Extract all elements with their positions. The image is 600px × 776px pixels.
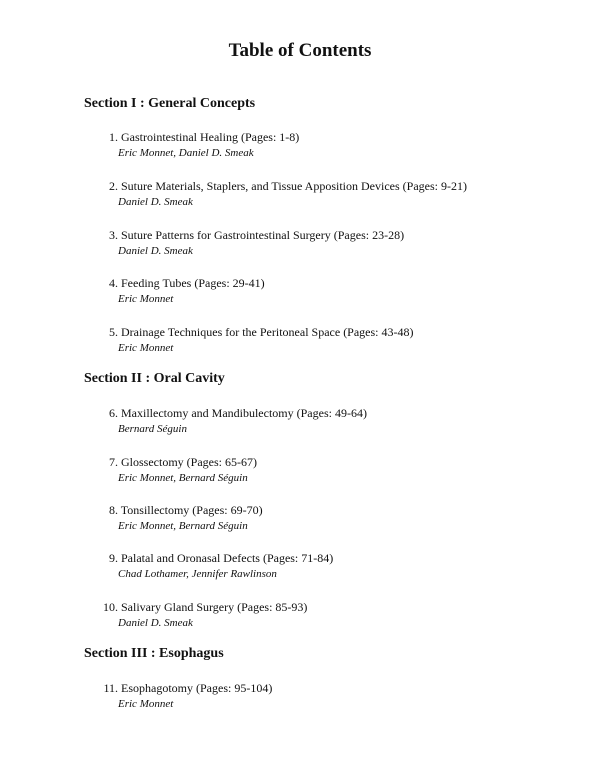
entry-number: 8. [109,503,118,517]
entry-authors: Eric Monnet, Daniel D. Smeak [118,147,254,159]
entry-number: 6. [109,406,118,420]
entry-authors: Eric Monnet [118,293,174,305]
section-heading: Section II : Oral Cavity [84,371,225,386]
toc-entry[interactable] [98,227,578,259]
entry-title[interactable]: Palatal and Oronasal Defects (Pages: 71-84) [121,551,334,565]
section-heading: Section I : General Concepts [84,96,256,111]
entry-title[interactable]: Suture Patterns for Gastrointestinal Surgery (Pages: 23-28) [121,228,405,242]
entry-authors: Chad Lothamer, Jennifer Rawlinson [118,568,277,580]
entry-authors: Daniel D. Smeak [118,617,193,629]
toc-entry[interactable] [98,502,578,534]
entry-number: 4. [109,276,118,290]
entry-title[interactable]: Glossectomy (Pages: 65-67) [121,455,257,469]
entry-authors: Daniel D. Smeak [118,196,193,208]
entry-title[interactable]: Maxillectomy and Mandibulectomy (Pages: 49-64) [121,406,367,420]
toc-entry[interactable] [98,550,578,582]
entry-number: 1. [109,130,118,144]
section-heading: Section III : Esophagus [84,646,224,661]
entry-number: 10. [103,600,118,614]
entry-number: 11. [103,681,118,695]
entry-title[interactable]: Gastrointestinal Healing (Pages: 1-8) [121,130,300,144]
entry-number: 2. [109,179,118,193]
entry-title[interactable]: Esophagotomy (Pages: 95-104) [121,681,273,695]
entry-title[interactable]: Drainage Techniques for the Peritoneal Space (Pages: 43-48) [121,325,414,339]
entry-title[interactable]: Feeding Tubes (Pages: 29-41) [121,276,265,290]
entry-authors: Eric Monnet, Bernard Séguin [118,472,248,484]
toc-entry[interactable] [98,599,578,631]
toc-entry[interactable] [98,405,578,437]
toc-entry[interactable] [98,275,578,307]
toc-entry[interactable] [98,129,578,161]
toc-entry[interactable] [98,178,578,210]
entry-authors: Daniel D. Smeak [118,245,193,257]
entry-number: 7. [109,455,118,469]
entry-authors: Bernard Séguin [118,423,187,435]
entry-authors: Eric Monnet [118,698,174,710]
entry-authors: Eric Monnet, Bernard Séguin [118,520,248,532]
entry-title[interactable]: Salivary Gland Surgery (Pages: 85-93) [121,600,308,614]
toc-entry[interactable] [98,680,578,712]
toc-entry[interactable] [98,324,578,356]
toc-entry[interactable] [98,454,578,486]
entry-number: 9. [109,551,118,565]
entry-title[interactable]: Tonsillectomy (Pages: 69-70) [120,503,263,517]
entry-authors: Eric Monnet [118,342,174,354]
entry-number: 5. [109,325,118,339]
page-title: Table of Contents [228,40,372,61]
entry-title[interactable]: Suture Materials, Staplers, and Tissue Apposition Devices (Pages: 9-21) [121,179,467,193]
entry-number: 3. [109,228,118,242]
